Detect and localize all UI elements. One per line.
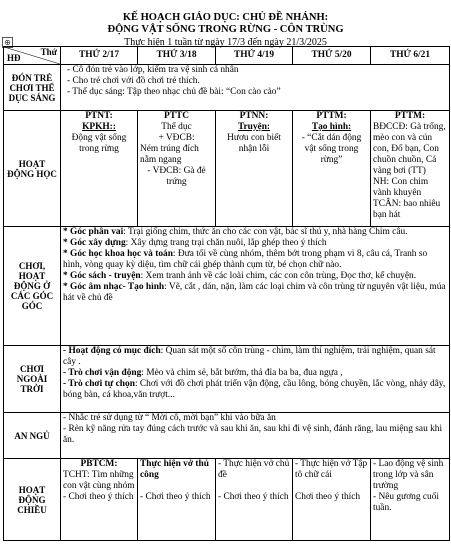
row-goc xyxy=(4,227,450,346)
chieu-mon-line: TCHT: Tìm những con vật cùng nhóm xyxy=(63,470,135,491)
ngoai-troi-item-text: : Mèo và chim sẻ, bắt bướm, thả đỉa ba ba, đua ngựa , xyxy=(141,368,343,378)
hdh-thu xyxy=(293,111,371,227)
row-label-an-ngu: AN NGỦ xyxy=(4,413,61,459)
day-header-thu: THỨ 5/20 xyxy=(293,47,371,65)
hdh-tue xyxy=(138,111,216,227)
hdh-fri-line: TCÂN: bao nhiêu bạn hát xyxy=(373,199,441,220)
ngoai-troi-item xyxy=(63,346,447,368)
goc-item-text: : Xây dựng trang trại chăn nuôi, lắp ghép theo ý thích xyxy=(125,238,327,248)
chieu-mon-line: - Chơi theo ý thích xyxy=(63,492,134,502)
hdh-thu-title: PTTM: xyxy=(316,111,347,121)
row-chieu xyxy=(4,459,450,541)
hdh-fri-line: BĐCCĐ: Gà trống, mèo con và cún con, Đố bạn, Con chuồn chuồn, Cá vàng bơi (TT) xyxy=(373,122,446,176)
ngoai-troi-item-name: - Hoạt động có mục đích xyxy=(63,346,161,356)
row-label-don-tre: ĐÓN TRẺ CHƠI THỂ DỤC SÁNG xyxy=(4,65,61,111)
hdh-tue-line: + VĐCB: xyxy=(158,133,195,143)
goc-item xyxy=(63,238,447,249)
day-header-wed: THỨ 4/19 xyxy=(216,47,293,65)
an-ngu-line: - Nhắc trẻ sử dụng từ “ Mời cô, mời bạn” khi vào bữa ăn xyxy=(63,413,276,423)
goc-item-name: * Góc âm nhạc- Tạo hình xyxy=(63,282,165,292)
chieu-thu xyxy=(293,459,371,541)
hdh-thu-body: - “Cắt dán động vật sống trong rừng” xyxy=(301,133,362,165)
ngoai-troi-item-text: : Chơi với đồ chơi phát triển vận động, cầu lông, bóng chuyền, lắc vòng, nhảy dây, bóng bàn, cá khoa,văn trượt... xyxy=(63,379,446,400)
hdh-tue-line: - VĐCB: Gà đẻ trứng xyxy=(147,166,206,187)
goc-item-text: : Xem tranh ảnh về các loài chim, các con côn trùng, Đọc thơ, kể chuyện. xyxy=(140,271,417,281)
chieu-mon xyxy=(61,459,138,541)
row-label-goc: CHƠI, HOẠT ĐỘNG Ở CÁC GÓC GÓC xyxy=(4,227,61,346)
goc-item xyxy=(63,282,447,304)
row-label-hoat-dong-hoc: HOẠT ĐỘNG HỌC xyxy=(4,111,61,227)
hdh-mon-subtitle: KPKH:: xyxy=(82,122,116,132)
goc-item xyxy=(63,271,447,282)
chieu-mon-title: PBTCM: xyxy=(80,459,118,469)
goc-item-name: * Góc xây dựng xyxy=(63,238,126,248)
ngoai-troi-content xyxy=(61,346,450,413)
an-ngu-content xyxy=(61,413,450,459)
chieu-wed xyxy=(216,459,293,541)
hdh-fri xyxy=(371,111,450,227)
day-header-fri: THỨ 6/21 xyxy=(371,47,450,65)
chieu-fri-line: - Nêu gương cuối tuần. xyxy=(373,492,440,513)
don-tre-line: - Cô đón trẻ vào lớp, kiểm tra vệ sinh cá nhân xyxy=(67,65,239,75)
hdh-tue-line: Thể dục xyxy=(161,122,192,132)
chieu-wed-line: - Chơi theo ý thích xyxy=(218,492,289,502)
chieu-fri xyxy=(371,459,450,541)
goc-item-name: * Góc học khoa học và toán xyxy=(63,249,173,259)
don-tre-line: - Cho trẻ chơi với đồ chơi trẻ thích. xyxy=(67,76,200,86)
an-ngu-line: - Rèn kỹ năng rửa tay đúng cách trước và sau khi ăn, sau khi đi vệ sinh, đánh răng, lau miệng sau khi ăn. xyxy=(63,424,443,445)
plan-title: KẾ HOẠCH GIÁO DỤC: CHỦ ĐỀ NHÁNH: xyxy=(122,12,329,23)
goc-item-text: : Vẽ, cắt , dán, nặn, làm các loại chim và côn trùng từ nguyên vật liệu, múa hát về chủ đề xyxy=(63,282,446,303)
ngoai-troi-item-name: - Trò chơi tự chọn xyxy=(63,379,135,389)
chieu-thu-line: - Thực hiện vở Tập tô chữ cái xyxy=(295,459,368,480)
hdh-wed-title: PTNN: xyxy=(239,111,269,121)
hdh-wed-body: Hươu con biết nhận lỗi xyxy=(227,133,281,154)
row-label-ngoai-troi: CHƠI NGOÀI TRỜI xyxy=(4,346,61,413)
hdh-tue-line: Ném trúng đích nằm ngang xyxy=(140,144,199,165)
row-don-tre xyxy=(4,65,450,111)
hdh-thu-subtitle: Tạo hình: xyxy=(311,122,352,132)
hdh-wed xyxy=(216,111,293,227)
day-header-mon: THỨ 2/17 xyxy=(61,47,138,65)
corner-activity-label: HĐ xyxy=(7,53,21,63)
chieu-fri-line: - Lao động vệ sinh trong lớp và sân trường xyxy=(373,459,444,491)
chieu-tue-line: - Chơi theo ý thích xyxy=(140,492,211,502)
weekly-plan-table xyxy=(3,46,450,541)
goc-item-text: : Đưa tối về cùng nhóm, thêm bớt trong phạm vi 8, câu cá, Tranh so hình, vòng quay kỳ diệu, tìm chữ cái ghép thành cụm từ, bé chọn chữ nào. xyxy=(63,249,428,270)
goc-item-name: * Góc sách - truyện xyxy=(63,271,141,281)
ngoai-troi-item-text: : Quan sát một số côn trùng - chim, làm thí nghiệm, trải nghiệm, quan sát cây . xyxy=(63,346,436,367)
table-move-handle-icon[interactable]: ⊕ xyxy=(2,37,13,48)
hdh-fri-line: NH: Con chim vành khuyên xyxy=(373,177,429,198)
row-label-chieu: HOẠT ĐỘNG CHIỀU xyxy=(4,459,61,541)
ngoai-troi-item-name: - Trò chơi vận động xyxy=(63,368,142,378)
day-header-tue: THỨ 3/18 xyxy=(138,47,216,65)
ngoai-troi-item xyxy=(63,379,447,401)
ngoai-troi-item xyxy=(63,368,447,379)
row-hoat-dong-hoc xyxy=(4,111,450,227)
chieu-tue-title: Thực hiện vở thủ công xyxy=(140,459,209,480)
row-ngoai-troi xyxy=(4,346,450,413)
topic-title: ĐỘNG VẬT SỐNG TRONG RỪNG - CÔN TRÙNG xyxy=(107,24,344,35)
goc-item xyxy=(63,227,447,238)
row-an-ngu xyxy=(4,413,450,459)
hdh-mon-body: Động vật sống trong rừng xyxy=(71,133,127,154)
date-range-subtitle: Thực hiện 1 tuần từ ngày 17/3 đến ngày 21/3/2025 xyxy=(124,37,327,48)
goc-content xyxy=(61,227,450,346)
don-tre-line: - Thể dục sáng: Tập theo nhạc chủ đề bài: “Con cào cào” xyxy=(67,87,281,97)
hdh-mon xyxy=(61,111,138,227)
hdh-mon-title: PTNT: xyxy=(85,111,113,121)
hdh-fri-title: PTTM: xyxy=(394,111,426,121)
chieu-wed-line: - Thực hiện vở chủ đề xyxy=(218,459,290,480)
goc-item-name: * Góc phân vai xyxy=(63,227,124,237)
goc-item xyxy=(63,249,447,271)
goc-item-text: : Trại giống chim, thức ăn cho các con vật, bác sĩ thú y, nhà hàng Chim câu. xyxy=(123,227,408,237)
don-tre-content xyxy=(61,65,450,111)
hdh-tue-title: PTTC xyxy=(163,111,189,121)
chieu-thu-line: Chơi theo ý thích xyxy=(295,492,361,502)
table-header-row xyxy=(4,47,450,65)
hdh-wed-subtitle: Truyện: xyxy=(237,122,271,132)
chieu-tue xyxy=(138,459,216,541)
corner-day-label: Thứ xyxy=(40,47,57,57)
corner-cell xyxy=(4,47,61,65)
